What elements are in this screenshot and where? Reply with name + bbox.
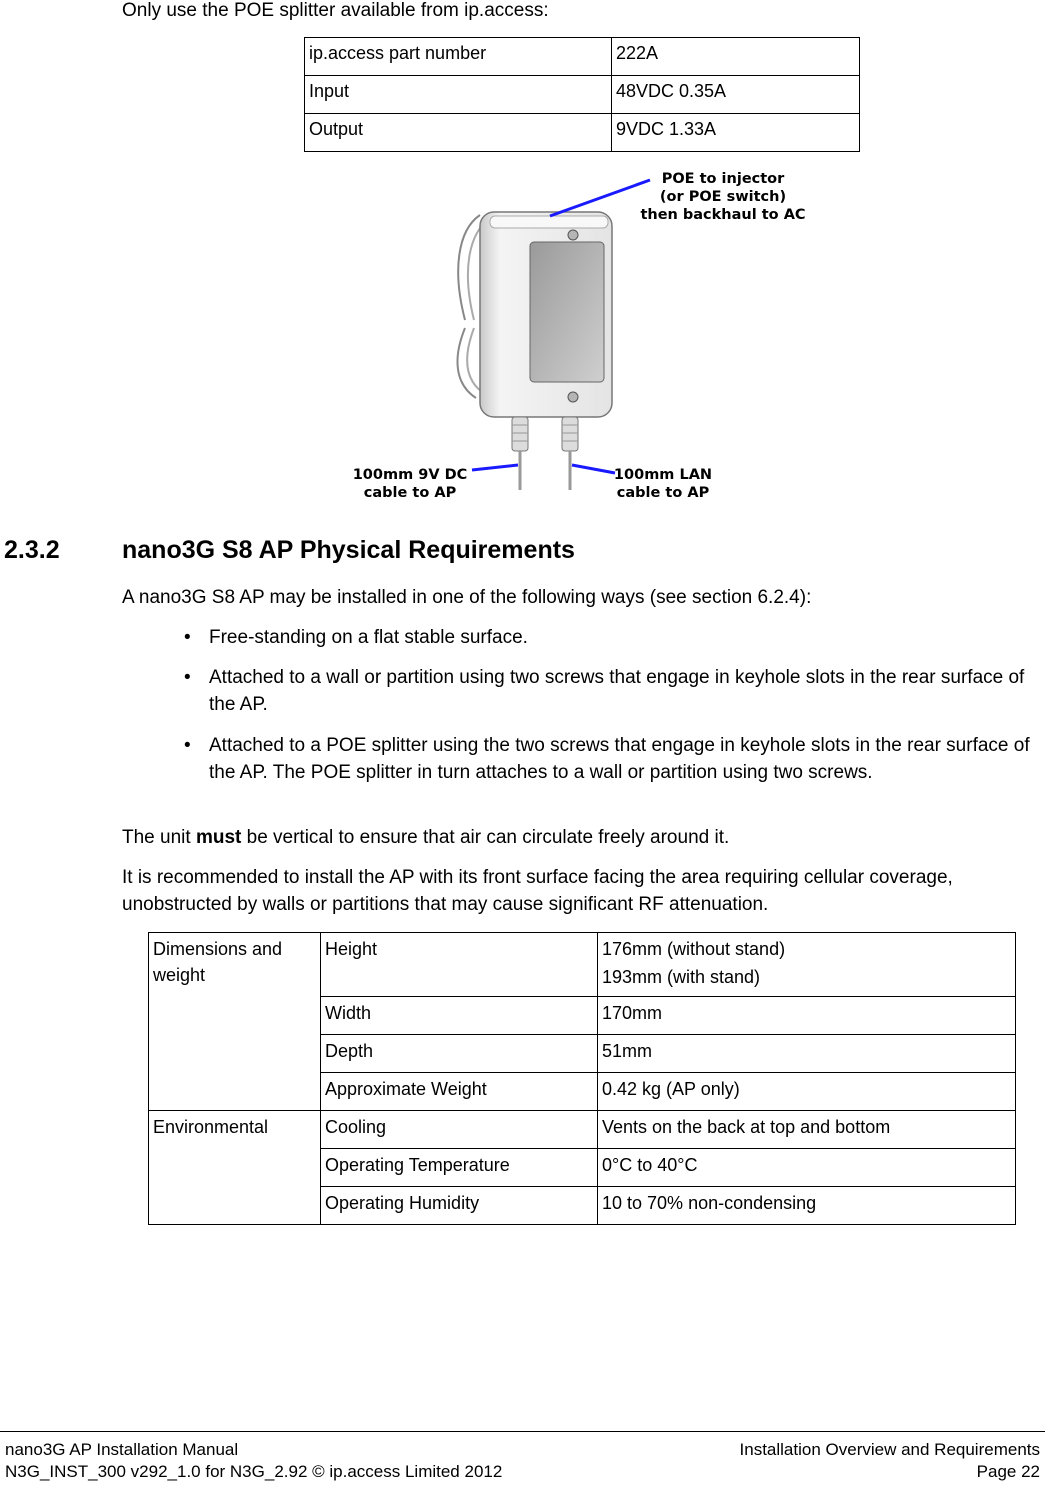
paragraph-text: The unit xyxy=(122,827,196,848)
table-cell: 170mm xyxy=(598,997,1016,1035)
table-cell: Output xyxy=(305,114,612,152)
table-row xyxy=(305,114,860,152)
footer-divider xyxy=(0,1431,1045,1432)
paragraph xyxy=(122,824,1042,851)
callout-line: cable to AP xyxy=(616,485,710,501)
table-row xyxy=(149,933,1016,997)
table-row xyxy=(305,38,860,76)
table-cell: Environmental xyxy=(149,1111,321,1225)
bullet-marker: • xyxy=(184,667,191,688)
table-cell: ip.access part number xyxy=(305,38,612,76)
table-cell: Dimensions and weight xyxy=(149,933,321,1111)
list-item-text: Free-standing on a flat stable surface. xyxy=(209,627,528,648)
footer-manual-title: nano3G AP Installation Manual xyxy=(5,1440,239,1459)
callout-line: POE to injector xyxy=(661,171,785,187)
table-cell: Width xyxy=(321,997,598,1035)
callout-poe-injector xyxy=(638,170,808,224)
callout-line: cable to AP xyxy=(363,485,457,501)
table-cell: Depth xyxy=(321,1035,598,1073)
footer-right xyxy=(740,1439,1040,1483)
table-cell: Operating Temperature xyxy=(321,1149,598,1187)
section-number: 2.3.2 xyxy=(4,536,60,564)
table-cell: Operating Humidity xyxy=(321,1187,598,1225)
list-item xyxy=(184,732,1030,783)
section-heading xyxy=(4,536,575,565)
list-item-text: Attached to a wall or partition using two screws that engage in keyhole slots in the rear surface of the AP. xyxy=(209,667,1025,715)
table-cell: 10 to 70% non-condensing xyxy=(598,1187,1016,1225)
table-cell: Approximate Weight xyxy=(321,1073,598,1111)
cell-line: 193mm (with stand) xyxy=(602,967,761,987)
table-cell: 0°C to 40°C xyxy=(598,1149,1016,1187)
table-cell: Height xyxy=(321,933,598,997)
splitter-spec-table xyxy=(304,37,860,152)
physical-requirements-table xyxy=(148,932,1016,1225)
emphasis-text: must xyxy=(195,827,242,848)
table-cell: 48VDC 0.35A xyxy=(612,76,860,114)
paragraph: It is recommended to install the AP with its front surface facing the area requiring cellular coverage, unobstructed by walls or partitions that may cause significant RF attenuation. xyxy=(122,867,953,915)
table-cell xyxy=(598,933,1016,997)
list-item xyxy=(184,664,1025,715)
callout-line: (or POE switch) xyxy=(659,189,787,205)
callout-lan-cable xyxy=(608,466,718,502)
table-cell: Input xyxy=(305,76,612,114)
callout-line: 100mm 9V DC xyxy=(352,467,468,483)
footer-page-number: Page 22 xyxy=(976,1462,1040,1481)
table-row xyxy=(305,76,860,114)
footer-left xyxy=(5,1439,502,1483)
footer-chapter: Installation Overview and Requirements xyxy=(739,1440,1040,1459)
callout-line: then backhaul to AC xyxy=(640,207,806,223)
table-cell: 51mm xyxy=(598,1035,1016,1073)
bullet-marker: • xyxy=(184,627,191,648)
paragraph: A nano3G S8 AP may be installed in one of the following ways (see section 6.2.4): xyxy=(122,587,812,608)
intro-text: Only use the POE splitter available from ip.access: xyxy=(122,0,549,21)
table-row xyxy=(149,1111,1016,1149)
bullet-marker: • xyxy=(184,735,191,756)
footer-doc-id: N3G_INST_300 v292_1.0 for N3G_2.92 © ip.access Limited 2012 xyxy=(5,1462,503,1481)
table-cell: 222A xyxy=(612,38,860,76)
list-item xyxy=(184,624,528,651)
table-cell: 0.42 kg (AP only) xyxy=(598,1073,1016,1111)
table-cell: Cooling xyxy=(321,1111,598,1149)
callout-dc-cable xyxy=(345,466,475,502)
callout-line: 100mm LAN xyxy=(613,467,713,483)
paragraph-text: be vertical to ensure that air can circulate freely around it. xyxy=(241,827,730,848)
cell-line: 176mm (without stand) xyxy=(602,939,786,959)
table-cell: 9VDC 1.33A xyxy=(612,114,860,152)
poe-splitter-figure xyxy=(340,160,830,510)
table-cell: Vents on the back at top and bottom xyxy=(598,1111,1016,1149)
list-item-text: Attached to a POE splitter using the two screws that engage in keyhole slots in the rear surface of the AP. The POE splitter in turn attaches to a wall or partition using two screws. xyxy=(209,735,1030,783)
section-title: nano3G S8 AP Physical Requirements xyxy=(122,536,575,564)
